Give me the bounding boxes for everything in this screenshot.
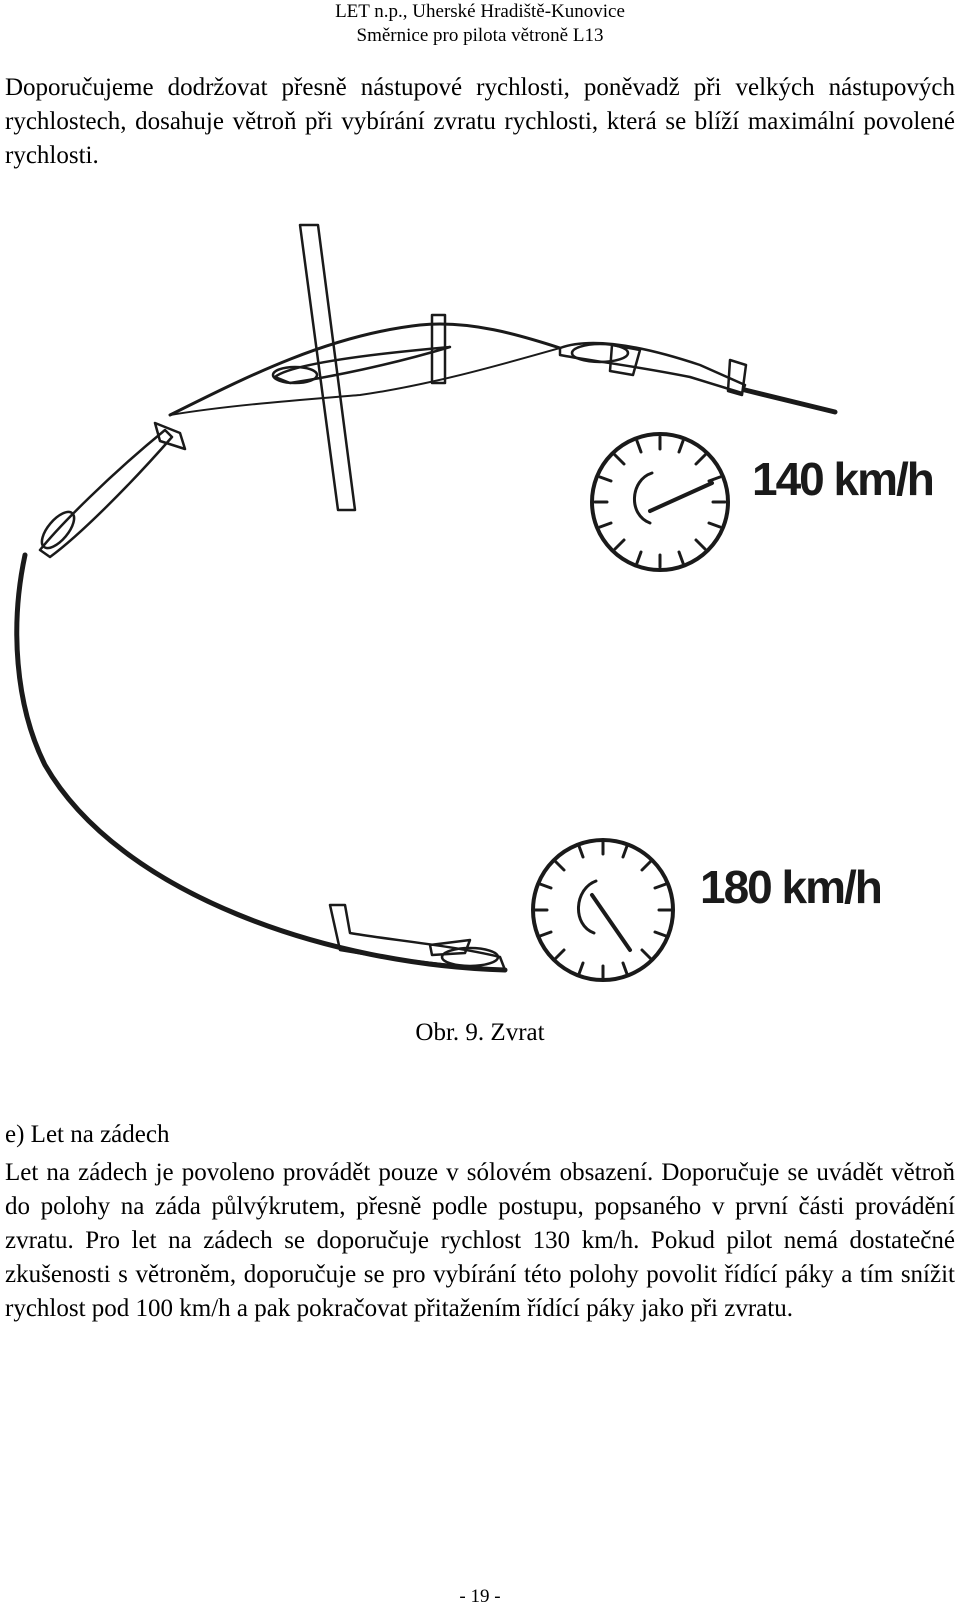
flight-path-exit (745, 390, 835, 412)
loop-figure (0, 205, 960, 1015)
glider-exit-icon (560, 343, 746, 395)
section-heading: e) Let na zádech (5, 1121, 170, 1148)
speed-label-bottom: 180 km/h (700, 861, 881, 913)
intro-paragraph: Doporučujeme dodržovat přesně nástupové rychlosti, poněvadž při velkých nástupových rychlostech, dosahuje větroň při vybírání zvratu rychlosti, která se blíží maximální povolené rychlosti. (5, 74, 955, 169)
header-document-title: Směrnice pro pilota větroně L13 (356, 25, 604, 46)
airspeed-gauge-bottom-icon (533, 840, 673, 980)
section-paragraph: Let na zádech je povoleno provádět pouze v sólovém obsazení. Doporučuje se uvádět větroň do polohy na záda půlvýkrutem, přesně podle postupu, popsaného v první části provádění zvratu. Pro let na zádech se doporučuje rychlost 130 km/h. Pokud pilot nemá dostatečné zkušenosti s větroněm, doporučuje se pro vybírání této polohy povolit řídící páky a tím snížit rychlost pod 100 km/h a pak pokračovat přitažením řídící páky jako při zvratu. (5, 1159, 955, 1322)
speed-label-top: 140 km/h (752, 453, 933, 505)
page-header (0, 0, 960, 48)
flight-path-upper-return (170, 348, 560, 415)
page-number: - 19 - (459, 1586, 501, 1607)
header-company: LET n.p., Uherské Hradiště-Kunovice (335, 1, 625, 22)
figure-caption: Obr. 9. Zvrat (415, 1019, 545, 1046)
airspeed-gauge-top-icon (592, 434, 728, 570)
flight-path-lower (17, 555, 505, 970)
glider-bottom-icon (330, 905, 505, 970)
glider-left-climb-icon (36, 423, 185, 557)
glider-top-icon (273, 225, 450, 510)
